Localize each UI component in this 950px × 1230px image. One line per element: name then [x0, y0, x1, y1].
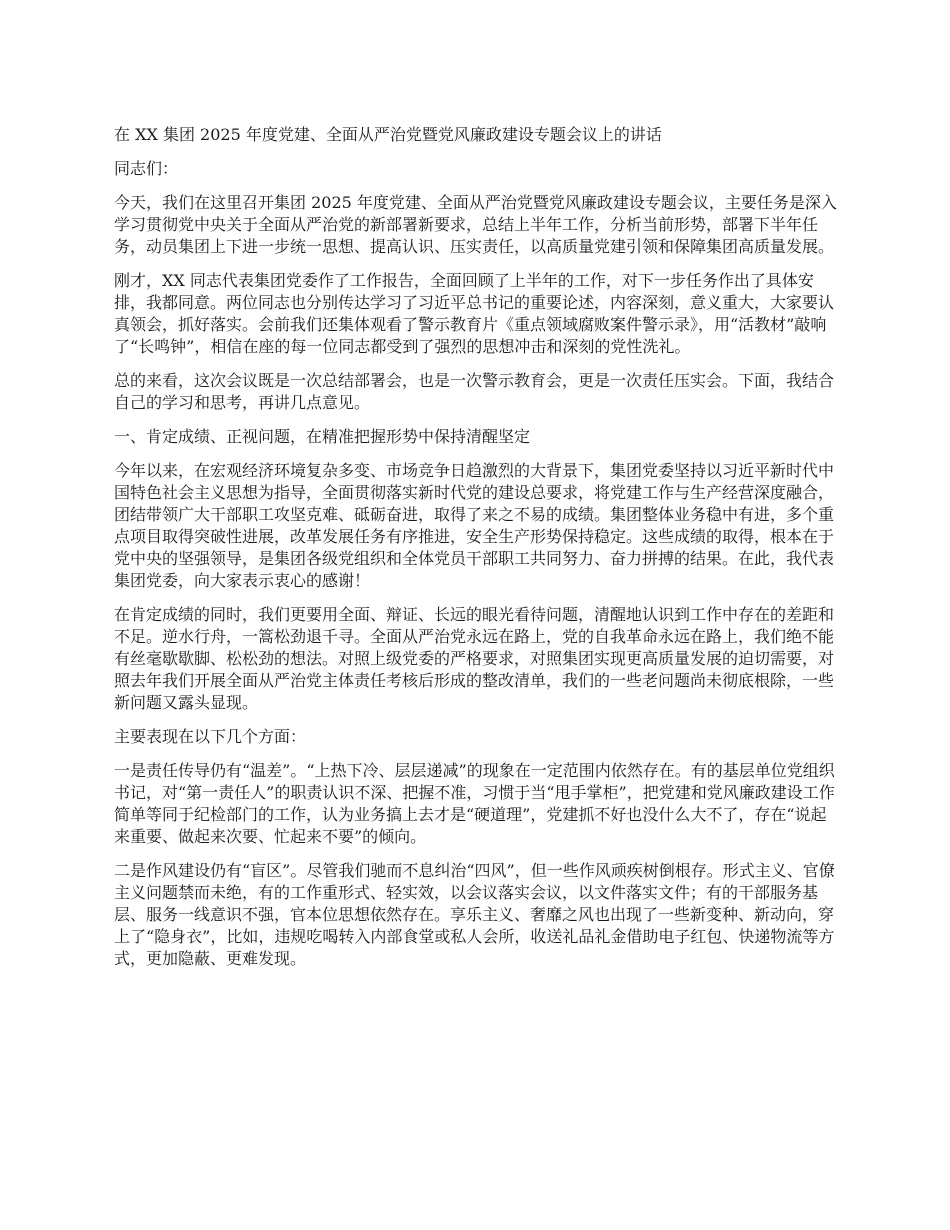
salutation: 同志们：: [114, 159, 179, 178]
paragraph: 主要表现在以下几个方面：: [114, 727, 307, 746]
paragraph: 总的来看，这次会议既是一次总结部署会，也是一次警示教育会，更是一次责任压实会。下面，我结合自己的学习和思考，再讲几点意见。: [114, 371, 835, 412]
paragraph: 在肯定成绩的同时，我们更要用全面、辩证、长远的眼光看待问题，清醒地认识到工作中存在的差距和不足。逆水行舟，一篙松劲退千寻。全面从严治党永远在路上，党的自我革命永远在路上，我们绝不能有丝毫歇歇脚、松松劲的想法。对照上级党委的严格要求，对照集团实现更高质量发展的迫切需要，对照去年我们开展全面从严治党主体责任考核后形成的整改清单，我们的一些老问题尚未彻底根除，一些新问题又露头显现。: [114, 605, 835, 712]
paragraph: 今天，我们在这里召开集团 2025 年度党建、全面从严治党暨党风廉政建设专题会议，主要任务是深入学习贯彻党中央关于全面从严治党的新部署新要求，总结上半年工作，分析当前形势，部署下半年任务，动员集团上下进一步统一思想、提高认识、压实责任，以高质量党建引领和保障集团高质量发展。: [114, 193, 837, 256]
section-heading: 一、肯定成绩、正视问题，在精准把握形势中保持清醒坚定: [114, 427, 531, 446]
document-title: 在 XX 集团 2025 年度党建、全面从严治党暨党风廉政建设专题会议上的讲话: [114, 125, 662, 144]
paragraph: 一是责任传导仍有“温差”。“上热下冷、层层递减”的现象在一定范围内依然存在。有的基层单位党组织书记，对“第一责任人”的职责认识不深、把握不准，习惯于当“甩手掌柜”，把党建和党风廉政建设工作简单等同于纪检部门的工作，认为业务搞上去才是“硬道理”，党建抓不好也没什么大不了，存在“说起来重要、做起来次要、忙起来不要”的倾向。: [114, 761, 835, 846]
paragraph: 刚才，XX 同志代表集团党委作了工作报告，全面回顾了上半年的工作，对下一步任务作出了具体安排，我都同意。两位同志也分别传达学习了习近平总书记的重要论述，内容深刻，意义重大，大家要认真领会，抓好落实。会前我们还集体观看了警示教育片《重点领域腐败案件警示录》，用“活教材”敲响了“长鸣钟”，相信在座的每一位同志都受到了强烈的思想冲击和深刻的党性洗礼。: [114, 271, 835, 356]
document-page: [114, 124, 840, 982]
paragraph: 今年以来，在宏观经济环境复杂多变、市场竞争日趋激烈的大背景下，集团党委坚持以习近平新时代中国特色社会主义思想为指导，全面贯彻落实新时代党的建设总要求，将党建工作与生产经营深度融合，团结带领广大干部职工攻坚克难、砥砺奋进，取得了来之不易的成绩。集团整体业务稳中有进，多个重点项目取得突破性进展，改革发展任务有序推进，安全生产形势保持稳定。这些成绩的取得，根本在于党中央的坚强领导，是集团各级党组织和全体党员干部职工共同努力、奋力拼搏的结果。在此，我代表集团党委，向大家表示衷心的感谢！: [114, 461, 835, 590]
paragraph: 二是作风建设仍有“盲区”。尽管我们驰而不息纠治“四风”，但一些作风顽疾树倒根存。形式主义、官僚主义问题禁而未绝，有的工作重形式、轻实效，以会议落实会议，以文件落实文件；有的干部服务基层、服务一线意识不强，官本位思想依然存在。享乐主义、奢靡之风也出现了一些新变种、新动向，穿上了“隐身衣”，比如，违规吃喝转入内部食堂或私人会所，收送礼品礼金借助电子红包、快递物流等方式，更加隐蔽、更难发现。: [114, 861, 835, 968]
